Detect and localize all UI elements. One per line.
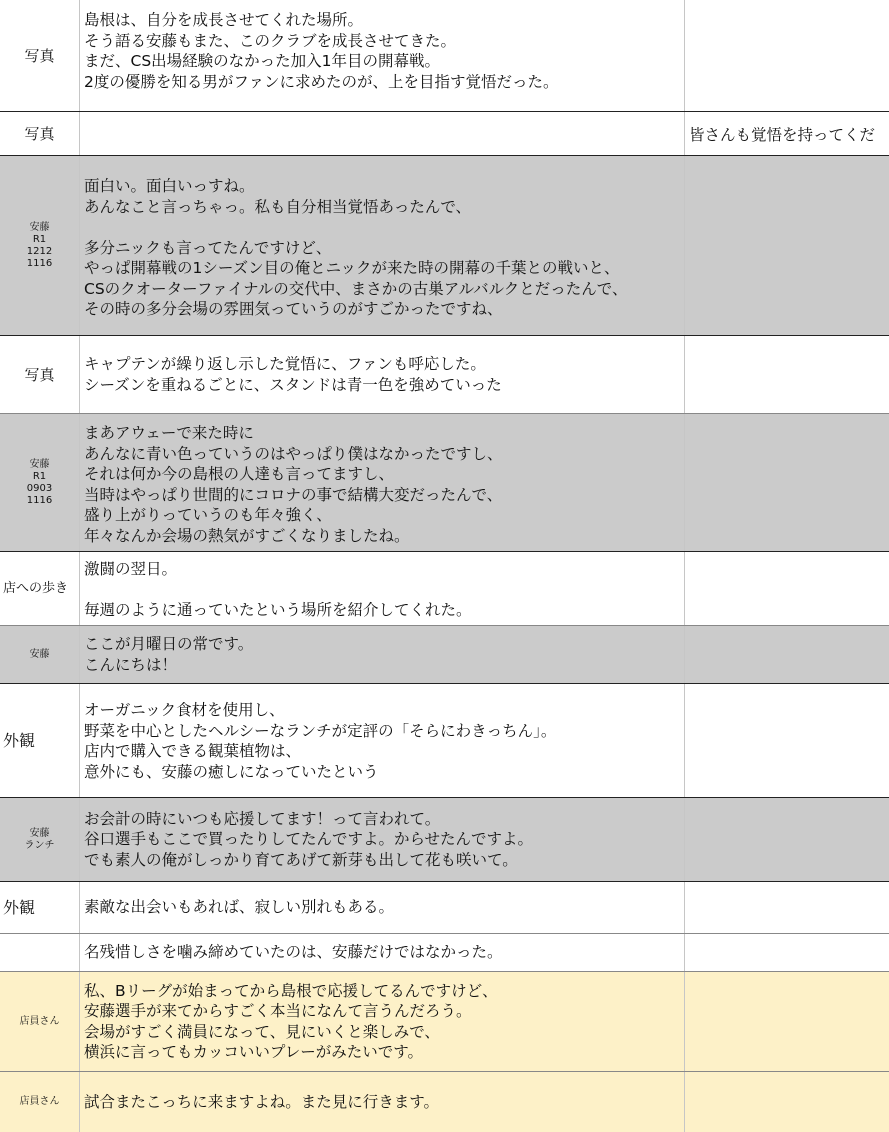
row-text: オーガニック食材を使用し、 野菜を中心としたヘルシーなランチが定評の「そらにわきっちん」。 店内で購入できる観葉植物は、 意外にも、安藤の癒しになっていたという: [81, 684, 685, 797]
row-text: お会計の時にいつも応援してます！って言われて。 谷口選手もここで買ったりしてたんですよ。からせたんですよ。 でも素人の俺がしっかり育てあげて新芽も出して花も咲いて。: [81, 798, 685, 881]
row-extra: 皆さんも覚悟を持ってくだ: [689, 125, 876, 144]
row-text: 島根は、自分を成長させてくれた場所。 そう語る安藤もまた、このクラブを成長させてきた。 まだ、CS出場経験のなかった加入1年目の開幕戦。 2度の優勝を知る男がファンに求めたのが、上を目指す覚悟だった。: [81, 0, 685, 111]
row-extra: [686, 798, 889, 881]
table-row[interactable]: [0, 414, 889, 552]
row-extra: [686, 1072, 889, 1132]
row-label: 外観: [0, 882, 80, 933]
row-text: 素敵な出会いもあれば、寂しい別れもある。: [81, 882, 685, 933]
row-label: 写真: [0, 336, 80, 413]
row-text: 激闘の翌日。 毎週のように通っていたという場所を紹介してくれた。: [81, 552, 685, 625]
row-text: まあアウェーで来た時に あんなに青い色っていうのはやっぱり僕はなかったですし、 それは何か今の島根の人達も言ってますし、 当時はやっぱり世間的にコロナの事で結構大変だったんで、 盛り上がりっていうのも年々強く、 年々なんか会場の熱気がすごくなりましたね。: [81, 414, 685, 551]
row-label: 安藤 R1 0903 1116: [0, 414, 80, 551]
row-label: 安藤 ランチ: [0, 798, 80, 881]
row-text: 試合またこっちに来ますよね。また見に行きます。: [81, 1072, 685, 1132]
row-extra: [686, 972, 889, 1071]
row-label: 店員さん: [0, 972, 80, 1071]
row-extra: [686, 934, 889, 971]
row-extra: [686, 156, 889, 335]
table-row[interactable]: [0, 934, 889, 972]
table-row[interactable]: [0, 684, 889, 798]
row-label: 写真: [0, 0, 80, 111]
row-text: ここが月曜日の常です。 こんにちは！: [81, 626, 685, 683]
row-text: 名残惜しさを噛み締めていたのは、安藤だけではなかった。: [81, 934, 685, 971]
table-row[interactable]: [0, 336, 889, 414]
row-text: 私、Bリーグが始まってから島根で応援してるんですけど、 安藤選手が来てからすごく本当になんて言うんだろう。 会場がすごく満員になって、見にいくと楽しみで、 横浜に言ってもカッコいいプレーがみたいです。: [81, 972, 685, 1071]
row-label: 店員さん: [0, 1072, 80, 1132]
row-extra: [686, 552, 889, 625]
row-label: 安藤: [0, 626, 80, 683]
row-label: 写真: [0, 112, 80, 155]
table-row[interactable]: [0, 626, 889, 684]
row-text: キャプテンが繰り返し示した覚悟に、ファンも呼応した。 シーズンを重ねるごとに、スタンドは青一色を強めていった: [81, 336, 685, 413]
row-label: 安藤 R1 1212 1116: [0, 156, 80, 335]
row-label: 店への歩き: [0, 552, 80, 625]
table-row[interactable]: [0, 156, 889, 336]
table-row[interactable]: [0, 112, 889, 156]
row-extra: [686, 336, 889, 413]
row-text: 面白い。面白いっすね。 あんなこと言っちゃっ。私も自分相当覚悟あったんで、 多分ニックも言ってたんですけど、 やっぱ開幕戦の1シーズン目の俺とニックが来た時の開幕の千葉との戦いと、 CSのクオーターファイナルの交代中、まさかの古巣アルバルクとだったんで、 その時の多分会場の雰囲気っていうのがすごかったですね、: [81, 156, 685, 335]
table-row[interactable]: [0, 798, 889, 882]
table-row[interactable]: [0, 1072, 889, 1132]
row-extra: [686, 0, 889, 111]
row-extra: [686, 414, 889, 551]
row-text: [81, 112, 685, 155]
row-label: 外観: [0, 684, 80, 797]
table-row[interactable]: [0, 0, 889, 112]
table-row[interactable]: [0, 882, 889, 934]
row-extra: [686, 882, 889, 933]
row-label: [0, 934, 80, 971]
table-row[interactable]: [0, 552, 889, 626]
table-row[interactable]: [0, 972, 889, 1072]
row-extra: [686, 684, 889, 797]
row-extra: [686, 626, 889, 683]
